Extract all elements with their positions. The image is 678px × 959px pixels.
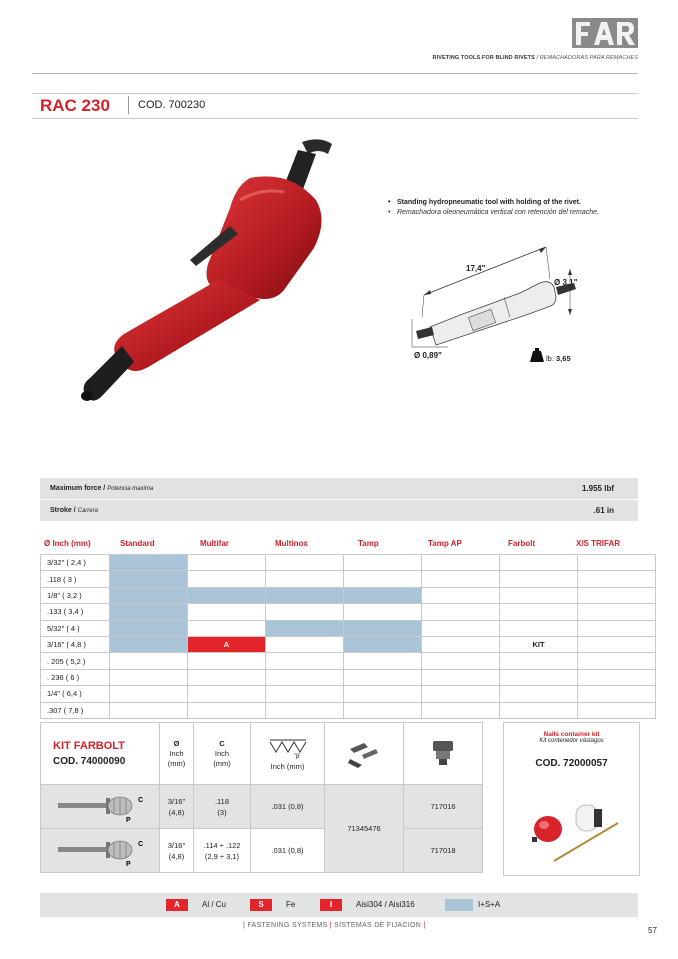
nails-container-box <box>503 722 640 876</box>
kit-col-diameter-unit: Inch <box>169 748 184 758</box>
kit-diam <box>160 785 194 829</box>
grid-cell-empty <box>110 653 188 669</box>
kit-part: 717016 <box>404 785 483 829</box>
weight-icon <box>530 351 544 362</box>
grid-cell-empty <box>578 620 656 636</box>
kit-jaw-code: 71345476 <box>325 785 404 873</box>
grid-cell-aluminium: A <box>188 636 266 652</box>
grid-cell-empty <box>422 669 500 685</box>
grid-cell-empty <box>188 604 266 620</box>
grid-cell-empty <box>188 669 266 685</box>
grid-cell-compatible <box>110 587 188 603</box>
grid-cell-empty <box>422 653 500 669</box>
dim-p-label: P <box>126 816 131 824</box>
grid-cell-empty <box>500 669 578 685</box>
grid-cell-empty <box>188 653 266 669</box>
grid-cell-compatible <box>188 587 266 603</box>
kit-pitch: .031 (0,8) <box>251 785 325 829</box>
nosepiece-icon <box>428 737 458 769</box>
grid-cell-empty <box>422 620 500 636</box>
kit-pitch: .031 (0,8) <box>251 829 325 873</box>
grid-cell-empty <box>500 571 578 587</box>
kit-c-mm: (2,9 ÷ 3,1) <box>204 851 240 861</box>
grid-cell-empty <box>188 571 266 587</box>
grid-cell-empty <box>110 702 188 718</box>
grid-cell-empty <box>422 702 500 718</box>
grid-cell-empty <box>500 620 578 636</box>
grid-header-xs-trifar: X/S TRIFAR <box>576 539 621 548</box>
kit-diam-mm: (4,8) <box>168 807 185 817</box>
grid-header-standard: Standard <box>120 539 155 548</box>
grid-cell-compatible <box>110 620 188 636</box>
grid-header-tamp-ap: Tamp AP <box>428 539 462 548</box>
kit-title-cell <box>41 723 160 785</box>
kit-col-jaws <box>325 723 404 785</box>
nails-kit-title: Nails container kit <box>543 731 600 738</box>
grid-cell-empty <box>578 571 656 587</box>
kit-farbolt-table <box>40 722 483 873</box>
spec-row-stroke <box>40 500 638 521</box>
grid-cell-empty <box>344 669 422 685</box>
grid-cell-empty <box>266 653 344 669</box>
title-separator <box>128 96 129 114</box>
grid-cell-empty <box>344 702 422 718</box>
kit-col-pitch-unit: Inch (mm) <box>270 762 305 771</box>
kit-code: COD. 74000090 <box>53 756 126 767</box>
kit-diam-in: 3/16" <box>167 796 186 806</box>
weight-value: 3,65 <box>556 354 571 363</box>
grid-cell-empty <box>266 555 344 571</box>
grid-size-cell: 3/32" ( 2,4 ) <box>41 555 110 571</box>
footer-left: FASTENING SYSTEMS <box>247 922 328 929</box>
page-number: 57 <box>648 926 657 935</box>
grid-header-multinox: Multinox <box>275 539 308 548</box>
grid-cell-empty <box>422 555 500 571</box>
kit-col-c-unit-mm: (mm) <box>213 758 231 768</box>
grid-cell-empty <box>266 636 344 652</box>
tagline-es: REMACHADORAS PARA REMACHES <box>539 55 638 61</box>
grid-cell-empty <box>266 702 344 718</box>
grid-size-cell: 5/32" ( 4 ) <box>41 620 110 636</box>
grid-cell-empty <box>344 555 422 571</box>
grid-cell-compatible <box>110 555 188 571</box>
grid-size-cell: .118 ( 3 ) <box>41 571 110 587</box>
legend-label: Al / Cu <box>202 900 227 909</box>
kit-col-pitch <box>251 723 325 785</box>
grid-size-cell: .307 ( 7,8 ) <box>41 702 110 718</box>
grid-cell-empty <box>500 604 578 620</box>
title-bar <box>32 93 638 119</box>
grid-cell-empty <box>266 604 344 620</box>
grid-header-multifar: Multifar <box>200 539 229 548</box>
grid-cell-kit: KIT <box>500 636 578 652</box>
grid-size-cell: 1/4" ( 6,4 ) <box>41 686 110 702</box>
kit-diam-mm: (4,8) <box>168 851 185 861</box>
grid-cell-empty <box>266 686 344 702</box>
grid-row <box>41 620 656 636</box>
legend-swatch: I <box>320 899 342 911</box>
dim-body-diameter: Ø 3,1" <box>554 278 578 287</box>
legend-swatch <box>445 899 473 911</box>
header-tagline: RIVETING TOOLS FOR BLIND RIVETS / REMACHADORAS PARA REMACHES <box>432 55 638 61</box>
thread-pitch-icon <box>268 736 308 760</box>
legend-label: I+S+A <box>478 900 501 909</box>
grid-row <box>41 587 656 603</box>
grid-row <box>41 604 656 620</box>
grid-cell-empty <box>500 653 578 669</box>
nails-container-image <box>522 797 622 867</box>
grid-row <box>41 686 656 702</box>
grid-size-cell: 3/16" ( 4,8 ) <box>41 636 110 652</box>
grid-cell-empty <box>188 620 266 636</box>
dim-c-label: C <box>138 840 144 848</box>
kit-col-diameter <box>160 723 194 785</box>
kit-col-c-symbol: C <box>219 738 225 748</box>
kit-row <box>41 785 483 829</box>
grid-cell-empty <box>344 604 422 620</box>
kit-col-diameter-symbol: Ø <box>173 738 180 748</box>
grid-cell-empty <box>110 686 188 702</box>
spec-label-es: Carrera <box>77 508 98 514</box>
kit-col-c <box>194 723 251 785</box>
grid-row <box>41 555 656 571</box>
product-code: COD. 700230 <box>138 99 206 111</box>
grid-cell-empty <box>422 571 500 587</box>
spec-label-en: Maximum force <box>50 485 102 492</box>
feature-en: • Standing hydropneumatic tool with holding of the rivet. <box>388 198 599 208</box>
grid-cell-compatible <box>266 587 344 603</box>
grid-cell-empty <box>422 587 500 603</box>
dim-length: 17,4" <box>466 264 486 273</box>
kit-c-in: .118 <box>214 796 230 806</box>
kit-diam <box>160 829 194 873</box>
grid-cell-compatible <box>110 636 188 652</box>
compatibility-grid <box>40 554 656 719</box>
spec-label-es: Potencia maxima <box>107 486 154 492</box>
spec-value: .61 in <box>593 506 614 515</box>
grid-cell-empty <box>266 669 344 685</box>
grid-cell-empty <box>188 702 266 718</box>
pitch-symbol: P <box>295 755 299 760</box>
dim-nose-diameter: Ø 0,89" <box>414 351 442 360</box>
grid-size-cell: 1/8" ( 3,2 ) <box>41 587 110 603</box>
grid-header-farbolt: Farbolt <box>508 539 536 548</box>
grid-cell-empty <box>500 587 578 603</box>
grid-cell-empty <box>578 636 656 652</box>
rivet-diagram <box>41 829 160 873</box>
grid-cell-empty <box>500 702 578 718</box>
kit-c <box>194 785 251 829</box>
grid-cell-compatible <box>344 587 422 603</box>
weight-unit: lb. <box>546 354 554 363</box>
grid-cell-empty <box>500 686 578 702</box>
dim-c-label: C <box>138 796 144 804</box>
grid-cell-empty <box>578 604 656 620</box>
header-divider <box>32 73 638 74</box>
model-name: RAC 230 <box>40 96 110 115</box>
kit-diam-in: 3/16" <box>167 840 186 850</box>
grid-cell-empty <box>344 653 422 669</box>
grid-cell-compatible <box>344 636 422 652</box>
grid-cell-empty <box>422 636 500 652</box>
feature-es: • Remachadora oleoneumática vertical con retención del remache. <box>388 208 599 218</box>
grid-cell-empty <box>578 653 656 669</box>
riveter-tool-image <box>70 130 350 430</box>
grid-cell-empty <box>578 669 656 685</box>
grid-cell-empty <box>344 571 422 587</box>
grid-cell-empty <box>578 587 656 603</box>
grid-cell-compatible <box>344 620 422 636</box>
grid-size-cell: .133 ( 3,4 ) <box>41 604 110 620</box>
grid-cell-empty <box>422 604 500 620</box>
kit-c <box>194 829 251 873</box>
grid-cell-compatible <box>110 604 188 620</box>
legend-label: Fe <box>286 900 296 909</box>
grid-row <box>41 571 656 587</box>
jaws-icon <box>346 737 382 769</box>
legend-swatch: A <box>166 899 188 911</box>
grid-row <box>41 653 656 669</box>
feature-list <box>388 198 599 218</box>
footer: | FASTENING SYSTEMS | SISTEMAS DE FIJACION | <box>243 922 426 929</box>
spec-label: Stroke / Carrera <box>50 507 98 514</box>
nails-kit-code: COD. 72000057 <box>535 758 608 769</box>
tagline-en: RIVETING TOOLS FOR BLIND RIVETS <box>432 55 535 61</box>
spec-value: 1.955 lbf <box>581 484 614 493</box>
kit-row <box>41 829 483 873</box>
spec-row-force <box>40 478 638 499</box>
grid-cell-empty <box>110 669 188 685</box>
nails-kit-title-es: Kit contenedor vástagos <box>539 738 604 744</box>
dim-p-label: P <box>126 860 131 868</box>
kit-title: KIT FARBOLT <box>53 740 125 752</box>
grid-cell-empty <box>578 702 656 718</box>
kit-c-in: .114 ÷ .122 <box>203 840 241 850</box>
grid-row <box>41 702 656 718</box>
grid-cell-empty <box>188 555 266 571</box>
grid-header-size: Ø Inch (mm) <box>44 539 91 548</box>
kit-col-c-unit: Inch <box>214 748 230 758</box>
kit-col-nosepiece <box>404 723 483 785</box>
grid-row <box>41 636 656 652</box>
grid-cell-compatible <box>266 620 344 636</box>
kit-c-mm: (3) <box>217 807 227 817</box>
spec-label: Maximum force / Potencia maxima <box>50 485 154 492</box>
footer-right: SISTEMAS DE FIJACION <box>334 922 422 929</box>
spec-label-en: Stroke <box>50 507 72 514</box>
legend-label: Aisi304 / Aisi316 <box>356 900 415 909</box>
grid-row <box>41 669 656 685</box>
kit-col-diameter-unit-mm: (mm) <box>167 758 186 768</box>
grid-cell-empty <box>344 686 422 702</box>
grid-cell-empty <box>500 555 578 571</box>
legend-swatch: S <box>250 899 272 911</box>
grid-cell-empty <box>422 686 500 702</box>
weight-readout <box>546 354 571 363</box>
grid-header-tamp: Tamp <box>358 539 379 548</box>
far-logo <box>570 14 640 50</box>
rivet-diagram <box>41 785 160 829</box>
grid-cell-empty <box>578 555 656 571</box>
kit-part: 717018 <box>404 829 483 873</box>
grid-cell-empty <box>578 686 656 702</box>
grid-cell-empty <box>266 571 344 587</box>
grid-size-cell: . 236 ( 6 ) <box>41 669 110 685</box>
grid-cell-empty <box>188 686 266 702</box>
grid-size-cell: . 205 ( 5,2 ) <box>41 653 110 669</box>
grid-cell-compatible <box>110 571 188 587</box>
